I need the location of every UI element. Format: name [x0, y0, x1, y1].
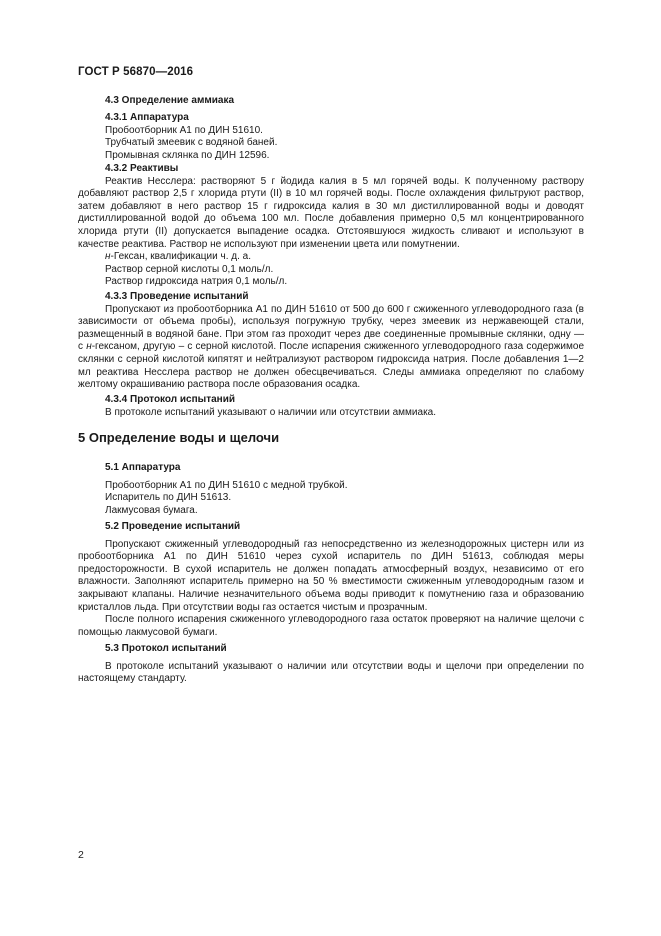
list-item: Трубчатый змеевик с водяной баней. — [105, 137, 278, 149]
subsection-5-3 — [78, 643, 584, 686]
list-item: Раствор серной кислоты 0,1 моль/л. — [105, 263, 274, 275]
list-item: Испаритель по ДИН 51613. — [105, 492, 232, 504]
protocol-paragraph: В протоколе испытаний указывают о наличии или отсутствии аммиака. — [105, 406, 437, 418]
subsection-5-2-title: 5.2 Проведение испытаний — [105, 521, 241, 532]
italic-prefix: н — [86, 341, 92, 353]
procedure-text-b: -гексаном, другую – с серной кислотой. После испарения сжиженного углеводородного газа содержимое склянки с серной кислотой кипятят и нейтрализуют раствором гидроксида натрия. После добавления 1—2 мл реактива Несслера раствор не должен обесцвечиваться. Следы аммиака определяют по слабому желтому окрашиванию раствора после образования осадка. — [78, 341, 585, 391]
procedure-paragraph-2: После полного испарения сжиженного углеводородного газа остаток проверяют на наличие щелочи с помощью лакмусовой бумаги. — [78, 614, 584, 638]
procedure-paragraph — [78, 304, 584, 392]
subsection-4-3-3-title: 4.3.3 Проведение испытаний — [105, 291, 249, 302]
procedure-text-a: Пропускают из пробоотборника А1 по ДИН 51610 от 500 до 600 г сжиженного углеводородного газа (в зависимости от объема пробы), используя погружную трубку, через змеевик из нержавеющей стали, размещенный в водяной бане. При этом газ проходит через две соединенные промывные склянки, одну — с — [78, 303, 584, 353]
nessler-reagent-paragraph: Реактив Несслера: растворяют 5 г йодида калия в 5 мл горячей воды. К полученному раствору добавляют раствор 2,5 г хлорида ртути (II) в 10 мл горячей воды. После охлаждения фильтруют раствор, затем добавляют в него раствор 15 г гидроксида калия в 30 мл дистиллированной воды и доводят дистиллированной водой до объема 100 мл. После добавления примерно 0,5 мл концентрированного хлорида ртути (II) допускается выпадение осадка. Отстоявшуюся жидкость сливают и используют в качестве реактива. Раствор не используют при изменении цвета или помутнении. — [78, 175, 584, 250]
section-4-3-title: 4.3 Определение аммиака — [105, 95, 235, 106]
subsection-4-3-1-title: 4.3.1 Аппаратура — [105, 112, 189, 123]
section-5-title: 5 Определение воды и щелочи — [78, 430, 280, 445]
subsection-4-3-3 — [78, 291, 584, 392]
subsection-5-1 — [78, 462, 584, 517]
subsection-5-3-title: 5.3 Протокол испытаний — [105, 643, 227, 654]
list-item: Раствор гидроксида натрия 0,1 моль/л. — [105, 276, 288, 288]
standard-header: ГОСТ Р 56870—2016 — [78, 66, 194, 78]
subsection-4-3-1 — [78, 112, 584, 162]
procedure-paragraph: Пропускают сжиженный углеводородный газ непосредственно из железнодорожных цистерн или из пробоотборника А1 по ДИН 51610 через сухой испаритель по ДИН 51613, соблюдая меры предосторожности. В сухой испаритель не должен попадать атмосферный воздух, независимо от его влажности. Заполняют испаритель примерно на 50 % вместимости сжиженным углеводородным газом и закрывают клапаны. Наличие незначительного объема воды приводит к помутнению газа и образованию кристаллов льда. При отсутствии воды газ остается чистым и прозрачным. — [78, 538, 584, 613]
section-4-3 — [78, 95, 584, 108]
page-number: 2 — [78, 849, 84, 861]
subsection-4-3-4-title: 4.3.4 Протокол испытаний — [105, 394, 235, 405]
italic-prefix: н — [105, 251, 111, 263]
subsection-4-3-2 — [78, 163, 584, 289]
list-item: Пробоотборник А1 по ДИН 51610. — [105, 124, 263, 136]
subsection-4-3-2-title: 4.3.2 Реактивы — [105, 163, 179, 174]
subsection-4-3-4 — [78, 394, 584, 419]
subsection-5-2 — [78, 521, 584, 639]
list-item — [78, 251, 584, 264]
list-item: Промывная склянка по ДИН 12596. — [105, 149, 270, 161]
list-item: Пробоотборник А1 по ДИН 51610 с медной трубкой. — [105, 479, 348, 491]
list-item: Лакмусовая бумага. — [105, 504, 198, 516]
section-5 — [78, 432, 584, 445]
subsection-5-1-title: 5.1 Аппаратура — [105, 462, 181, 473]
hexane-text: -Гексан, квалификации ч. д. а. — [110, 251, 251, 263]
protocol-paragraph: В протоколе испытаний указывают о наличии или отсутствии воды и щелочи при определении по настоящему стандарту. — [78, 660, 584, 685]
